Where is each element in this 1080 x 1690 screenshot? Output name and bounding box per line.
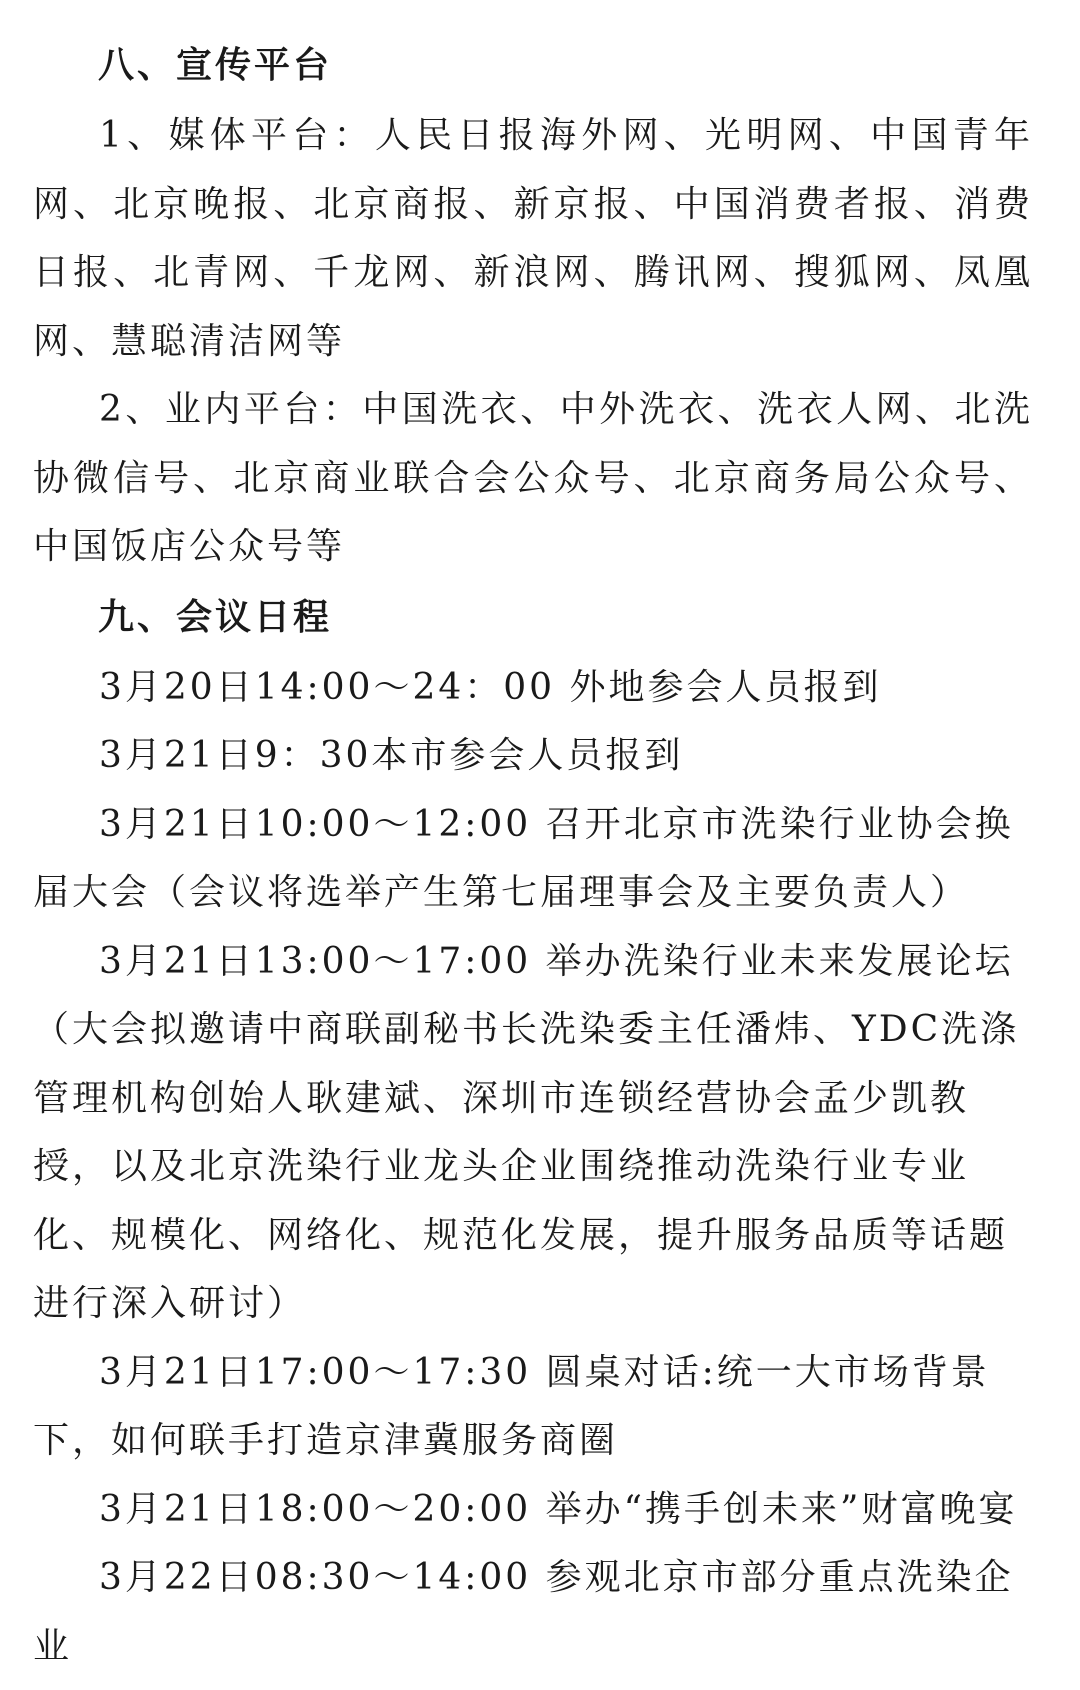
schedule-item: 3月21日17:00～17:30 圆桌对话:统一大市场背景下，如何联手打造京津冀服务商圈 (33, 1351, 990, 1461)
paragraph-industry-platforms: 2、业内平台：中国洗衣、中外洗衣、洗衣人网、北洗协微信号、北京商业联合会公众号、北京商务局公众号、中国饭店公众号等 (33, 389, 1033, 567)
section-heading-publicity: 八、宣传平台 (98, 45, 333, 86)
schedule-item: 3月21日10:00～12:00 召开北京市洗染行业协会换届大会（会议将选举产生第七届理事会及主要负责人） (33, 803, 1014, 913)
schedule-item: 3月20日14:00～24：00 外地参会人员报到 (99, 666, 882, 708)
schedule-item: 3月21日18:00～20:00 举办“携手创未来”财富晚宴 (99, 1488, 1018, 1530)
paragraph-media-platforms: 1、媒体平台：人民日报海外网、光明网、中国青年网、北京晚报、北京商报、新京报、中国消费者报、消费日报、北青网、千龙网、新浪网、腾讯网、搜狐网、凤凰网、慧聪清洁网等 (33, 115, 1033, 362)
document-content (33, 30, 1033, 1681)
section-heading-schedule: 九、会议日程 (98, 596, 333, 638)
schedule-item: 3月22日08:30～14:00 参观北京市部分重点洗染企业 (33, 1557, 1014, 1667)
schedule-item: 3月21日13:00～17:00 举办洗染行业未来发展论坛（大会拟邀请中商联副秘书长洗染委主任潘炜、YDC洗涤管理机构创始人耿建斌、深圳市连锁经营协会孟少凯教授，以及北京洗染行业龙头企业围绕推动洗染行业专业化、规模化、网络化、规范化发展，提升服务品质等话题进行深入研讨） (33, 940, 1020, 1324)
schedule-item: 3月21日9：30本市参会人员报到 (99, 735, 684, 776)
